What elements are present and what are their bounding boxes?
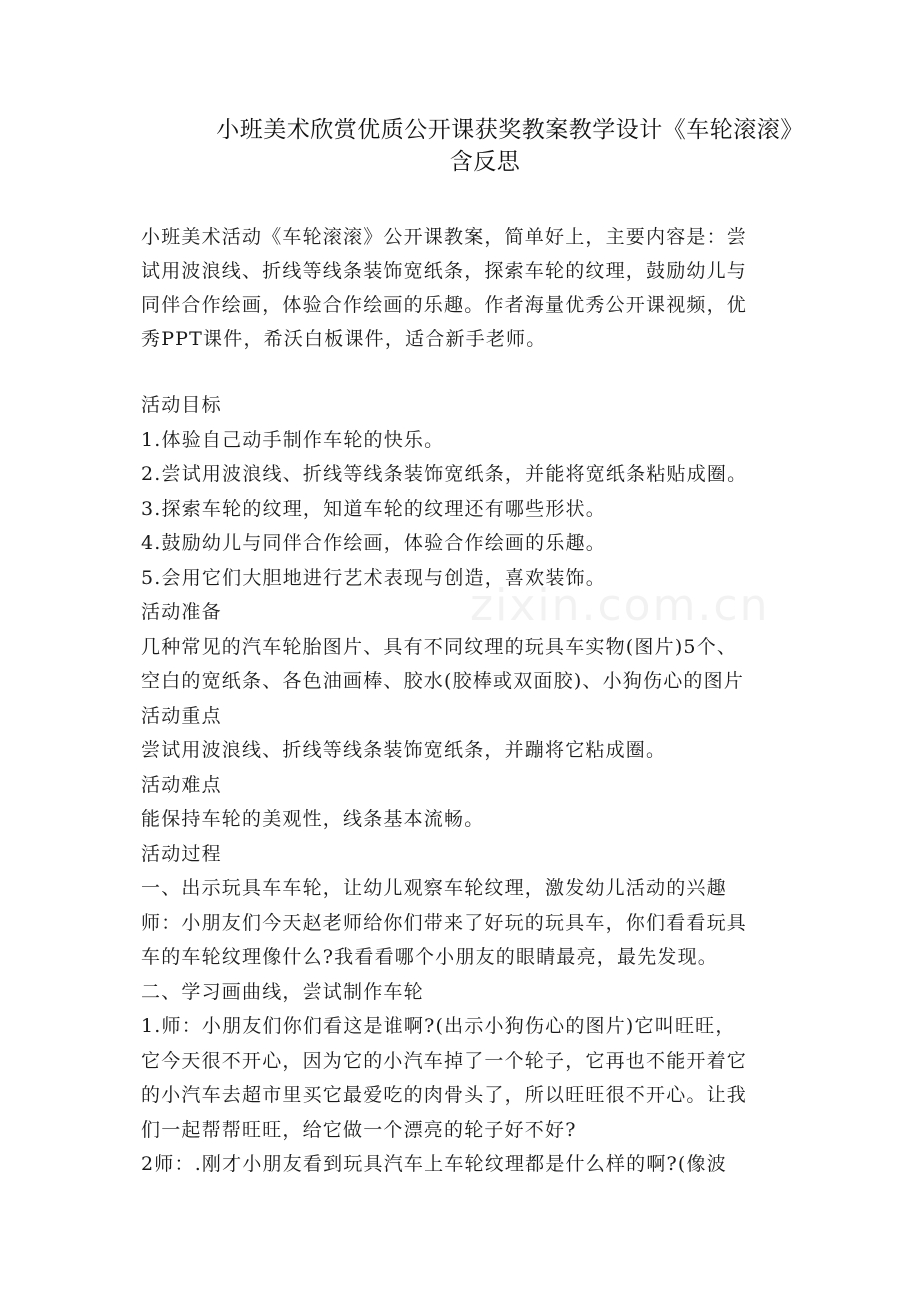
intro-line: 秀PPT课件，希沃白板课件，适合新手老师。 xyxy=(141,328,547,350)
intro-line: 小班美术活动《车轮滚滚》公开课教案，简单好上，主要内容是：尝 xyxy=(141,226,748,248)
intro-line: 试用波浪线、折线等线条装饰宽纸条，探索车轮的纹理，鼓励幼儿与 xyxy=(141,260,748,282)
section-heading-key-points: 活动重点 xyxy=(141,704,222,727)
body-line: 一、出示玩具车车轮，让幼儿观察车轮纹理，激发幼儿活动的兴趣 xyxy=(141,877,727,899)
watermark: zixin.com.cn xyxy=(470,580,770,631)
body-line: 二、学习画曲线，尝试制作车轮 xyxy=(141,980,424,1003)
title-line-2: 含反思 xyxy=(449,149,521,175)
body-line: 1.体验自己动手制作车轮的快乐。 xyxy=(141,428,445,451)
intro-line: 同伴合作绘画，体验合作绘画的乐趣。作者海量优秀公开课视频，优 xyxy=(141,294,748,316)
body-line: 4.鼓励幼儿与同伴合作绘画，体验合作绘画的乐趣。 xyxy=(141,532,606,554)
body-line: 它今天很不开心，因为它的小汽车掉了一个轮子，它再也不能开着它 xyxy=(141,1049,748,1072)
body-line: 几种常见的汽车轮胎图片、具有不同纹理的玩具车实物(图片)5个、 xyxy=(141,635,738,658)
body-line: 师：小朋友们今天赵老师给你们带来了好玩的玩具车，你们看看玩具 xyxy=(141,911,748,934)
body-line: 2.尝试用波浪线、折线等线条装饰宽纸条，并能将宽纸条粘贴成圈。 xyxy=(141,463,748,485)
title-line-1: 小班美术欣赏优质公开课获奖教案教学设计《车轮滚滚》 xyxy=(216,117,804,143)
body-line: 2师：.刚才小朋友看到玩具汽车上车轮纹理都是什么样的啊?(像波 xyxy=(141,1153,727,1175)
body-line: 1.师：小朋友们你们看这是谁啊?(出示小狗伤心的图片)它叫旺旺， xyxy=(141,1015,736,1037)
body-line: 尝试用波浪线、折线等线条装饰宽纸条，并蹦将它粘成圈。 xyxy=(141,739,667,761)
body-line: 的小汽车去超市里买它最爱吃的肉骨头了，所以旺旺很不开心。让我 xyxy=(141,1084,748,1106)
body-line: 车的车轮纹理像什么?我看看哪个小朋友的眼睛最亮，最先发现。 xyxy=(141,946,718,968)
body-line: 能保持车轮的美观性，线条基本流畅。 xyxy=(141,808,485,830)
body-line: 3.探索车轮的纹理，知道车轮的纹理还有哪些形状。 xyxy=(141,497,606,520)
section-heading-goals: 活动目标 xyxy=(141,394,222,416)
body-line: 5.会用它们大胆地进行艺术表现与创造，喜欢装饰。 xyxy=(141,566,606,589)
lesson-body xyxy=(141,388,801,1182)
section-heading-preparation: 活动准备 xyxy=(141,601,222,623)
intro-paragraph xyxy=(141,220,801,356)
body-line: 们一起帮帮旺旺，给它做一个漂亮的轮子好不好? xyxy=(141,1118,577,1141)
body-line: 空白的宽纸条、各色油画棒、胶水(胶棒或双面胶)、小狗伤心的图片 xyxy=(141,670,745,692)
document-title xyxy=(140,114,830,178)
section-heading-difficulties: 活动难点 xyxy=(141,773,222,796)
section-heading-process: 活动过程 xyxy=(141,842,222,865)
